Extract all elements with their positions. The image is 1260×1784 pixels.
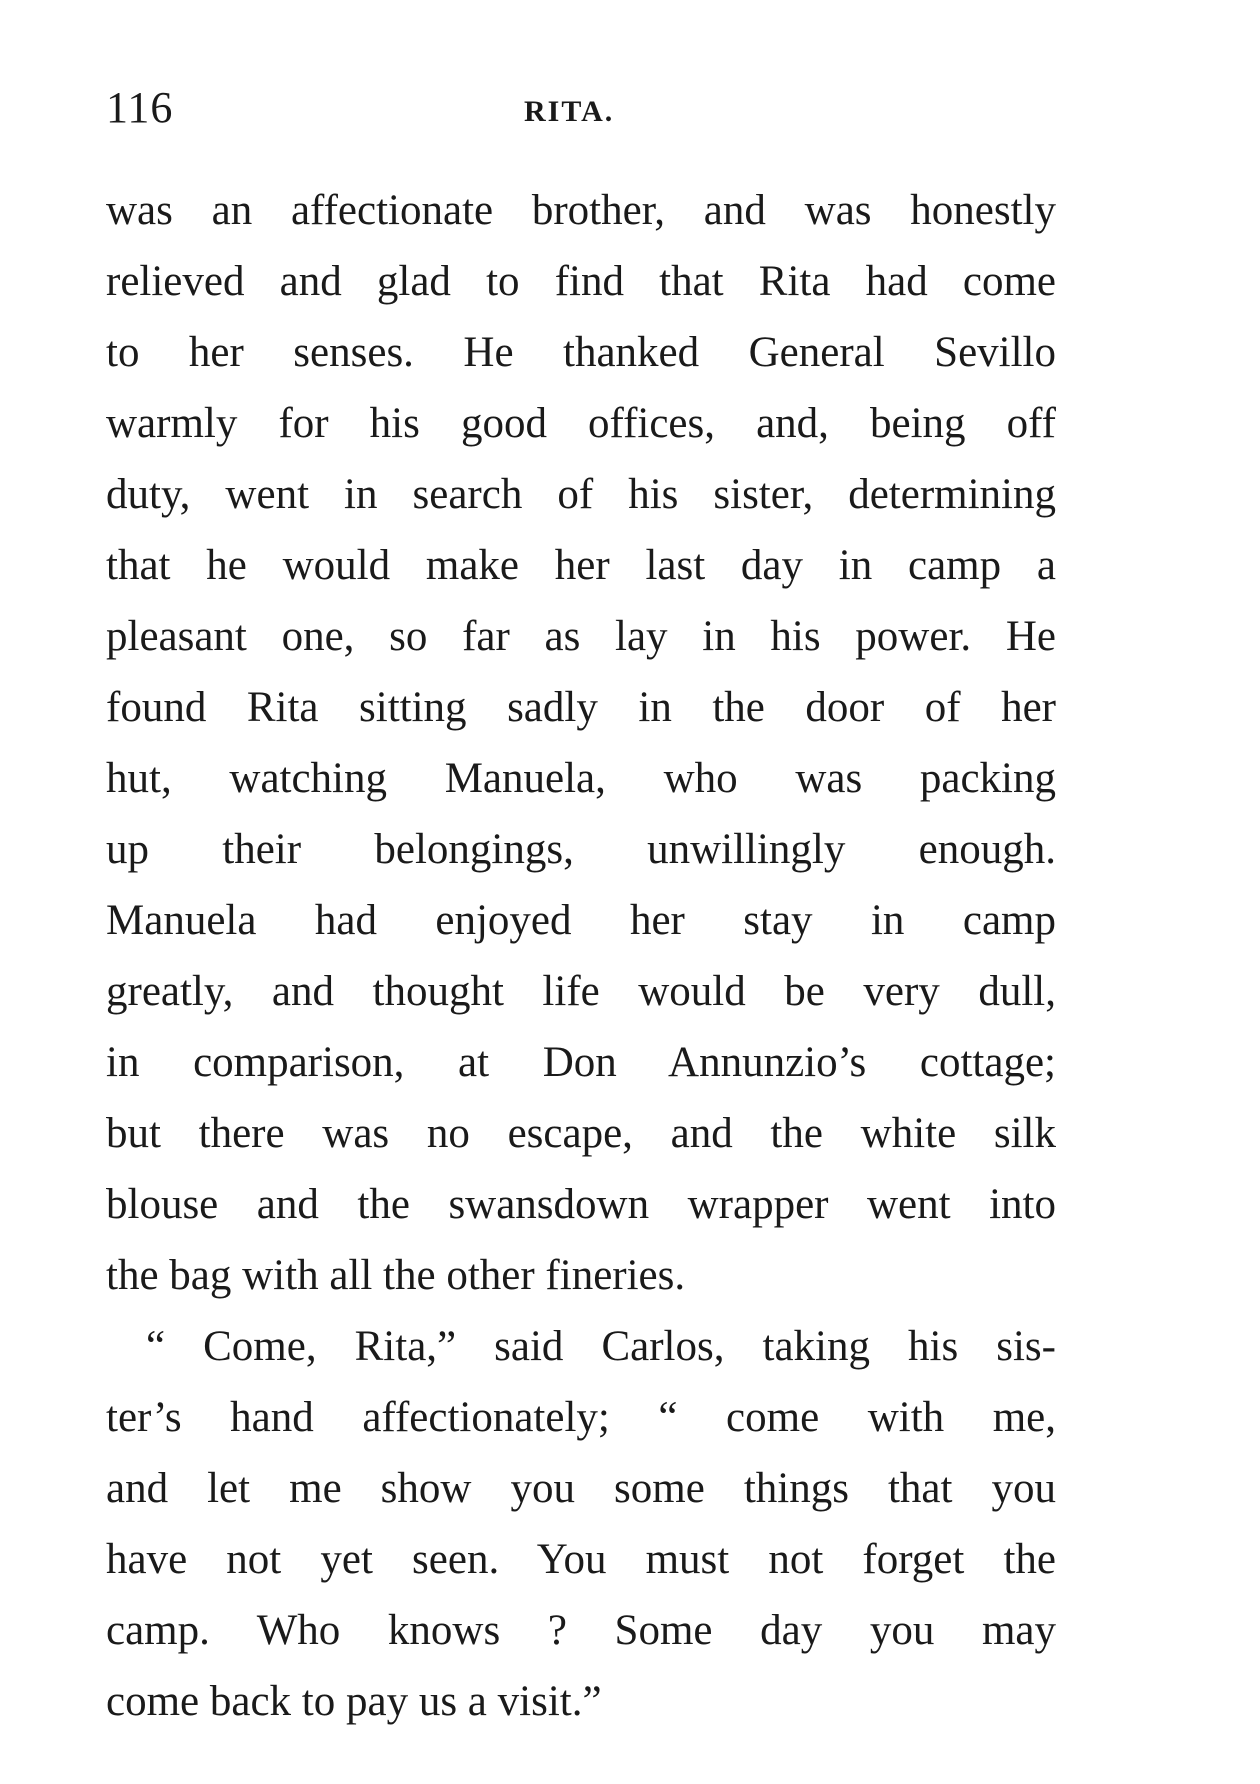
text-line: was an affectionate brother, and was honestly: [106, 187, 1056, 234]
text-line: Manuela had enjoyed her stay in camp: [106, 897, 1056, 944]
text-line: and let me show you some things that you: [106, 1465, 1056, 1512]
text-line: ter’s hand affectionately; “ come with me,: [106, 1394, 1056, 1441]
paragraph-end-line: the bag with all the other fineries.: [106, 1252, 686, 1299]
running-title: RITA.: [524, 95, 615, 128]
body-text: [106, 175, 1056, 1737]
text-line: camp. Who knows ? Some day you may: [106, 1607, 1056, 1654]
text-line: but there was no escape, and the white silk: [106, 1110, 1056, 1157]
text-line: pleasant one, so far as lay in his power. He: [106, 613, 1056, 660]
text-line: have not yet seen. You must not forget the: [106, 1536, 1056, 1583]
running-head: [106, 78, 1056, 138]
text-line: found Rita sitting sadly in the door of her: [106, 684, 1056, 731]
text-line: blouse and the swansdown wrapper went into: [106, 1181, 1056, 1228]
paragraph-end-line: come back to pay us a visit.”: [106, 1678, 602, 1725]
text-line: hut, watching Manuela, who was packing: [106, 755, 1056, 802]
text-line: that he would make her last day in camp a: [106, 542, 1056, 589]
page-number: 116: [106, 83, 174, 132]
text-line: to her senses. He thanked General Sevillo: [106, 329, 1056, 376]
text-line: greatly, and thought life would be very dull,: [106, 968, 1056, 1015]
text-line: in comparison, at Don Annunzio’s cottage;: [106, 1039, 1056, 1086]
text-line: warmly for his good offices, and, being off: [106, 400, 1056, 447]
text-line: duty, went in search of his sister, determining: [106, 471, 1056, 518]
paragraph-start-line: “ Come, Rita,” said Carlos, taking his sis-: [146, 1323, 1056, 1370]
text-line: up their belongings, unwillingly enough.: [106, 826, 1056, 873]
text-line: relieved and glad to find that Rita had come: [106, 258, 1056, 305]
